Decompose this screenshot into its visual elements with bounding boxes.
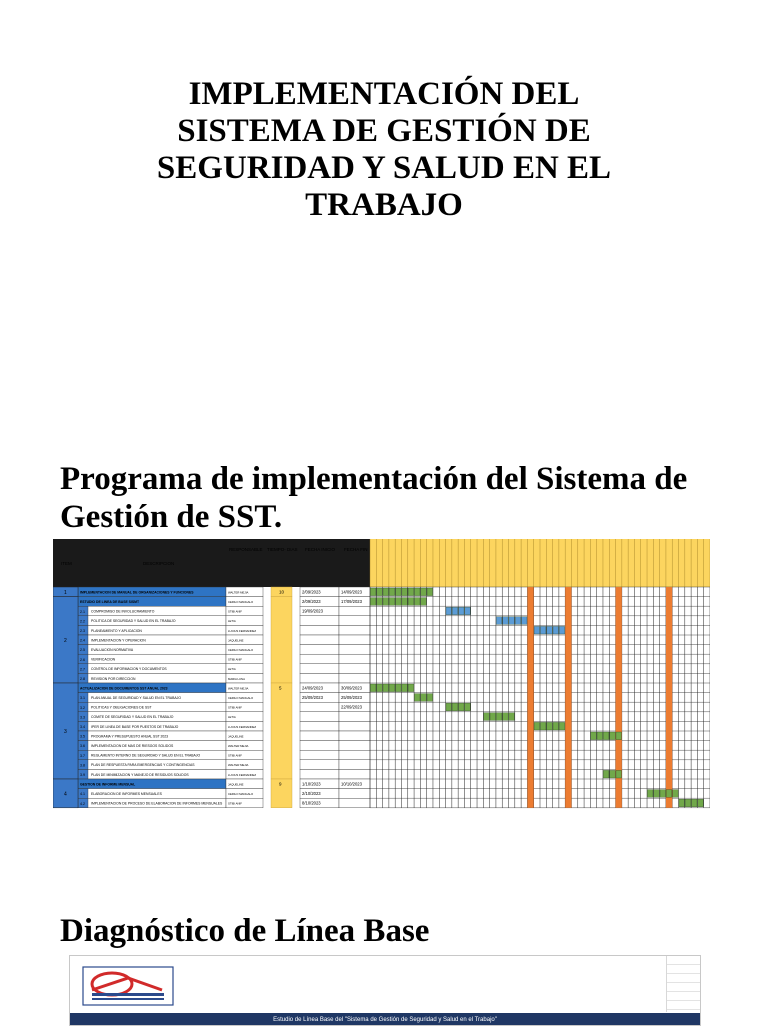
row-responsable: LUCIUS FERNANDEZ — [228, 628, 257, 633]
row-inicio-cell — [300, 635, 339, 645]
row-description: PLANEAMIENTO Y APLICACION — [91, 628, 142, 633]
row-fecha-fin: 30/09/2023 — [341, 685, 362, 691]
gantt-bar-cell — [534, 722, 539, 730]
header-tiempo: TIEMPO- DIAS — [267, 547, 298, 552]
row-responsable: CERILO MANGALO — [228, 792, 254, 796]
row-fecha-inicio: 19/09/2023 — [302, 608, 323, 614]
row-responsable: CERILO MANGALO — [228, 648, 254, 652]
gantt-bar-cell — [603, 770, 608, 778]
gantt-bar-cell — [540, 626, 545, 634]
row-fin-cell — [339, 654, 370, 664]
gantt-bar-cell — [616, 770, 621, 778]
row-inicio-cell — [300, 654, 339, 664]
gantt-bar-cell — [427, 588, 432, 596]
row-fin-cell — [339, 741, 370, 751]
gantt-bar-cell — [383, 588, 388, 596]
gantt-bar-cell — [559, 722, 564, 730]
row-subitem-label: 4.2 — [80, 801, 85, 806]
row-subitem-label: 3.5 — [80, 734, 85, 739]
row-description: PROGRAMA Y PRESUPUESTO ANUAL SST 2023 — [91, 734, 169, 739]
row-description: IMPLEMENTACION DE MAS DE RIESGOS SOLIDOS — [91, 744, 174, 748]
gantt-bar-cell — [553, 626, 558, 634]
row-description: CONTROL DE INFORMACION Y DOCUMENTOS — [91, 667, 167, 672]
header-responsable: RESPONSABLE — [229, 547, 263, 552]
row-subitem-label: 3.4 — [80, 725, 85, 729]
header-fecha-inicio: FECHA INICIO — [305, 547, 336, 552]
row-subitem-label: 3.7 — [80, 753, 85, 758]
gantt-bar-cell — [610, 770, 615, 778]
row-inicio-cell — [300, 731, 339, 741]
row-fin-cell — [339, 673, 370, 683]
row-description: POLITICA DE SEGURIDAD Y SALUD EN EL TRABAJO — [91, 619, 176, 624]
row-description: EVALUACION NORMATIVA — [91, 648, 134, 652]
row-responsable: JAQUELINE — [228, 638, 244, 643]
gantt-bar-cell — [547, 626, 552, 634]
row-fecha-inicio: 2/09/2023 — [302, 599, 321, 604]
gantt-bar-cell — [389, 598, 394, 606]
gantt-bar-cell — [452, 607, 457, 615]
row-responsable: CERILO MANGALO — [228, 696, 254, 700]
row-inicio-cell — [300, 721, 339, 731]
gantt-bar-cell — [421, 598, 426, 606]
row-fin-cell — [339, 760, 370, 770]
gantt-bar-cell — [383, 598, 388, 606]
row-fin-cell — [339, 645, 370, 655]
gantt-bar-cell — [396, 598, 401, 606]
gantt-bar-cell — [446, 703, 451, 711]
row-subitem-label: 2.8 — [80, 677, 85, 681]
row-subitem-label: 4.1 — [80, 792, 85, 797]
company-logo — [82, 966, 174, 1006]
row-description: IMPLEMENTACION Y OPERACION — [91, 638, 146, 643]
row-subitem-label: 2.6 — [80, 657, 85, 662]
row-fecha-inicio: 2/09/2023 — [302, 589, 321, 595]
row-responsable: WALTER MEJIA — [228, 763, 249, 768]
gantt-chart-image — [53, 539, 710, 813]
gantt-bar-cell — [692, 799, 697, 807]
row-description: COMPROMISO DE INVOLUCRAMIENTO — [91, 609, 155, 614]
gantt-bar-cell — [685, 799, 690, 807]
row-tiempo: 9 — [279, 781, 282, 787]
tiempo-block — [271, 597, 292, 683]
gantt-bar-cell — [414, 694, 419, 702]
gantt-bar-cell — [496, 713, 501, 721]
linea-base-document-image — [69, 955, 701, 1026]
row-tiempo: 10 — [279, 589, 285, 595]
gantt-bar-cell — [465, 607, 470, 615]
row-responsable: JAQUELINE — [228, 782, 244, 787]
gantt-bar-cell — [660, 790, 665, 798]
gantt-bar-cell — [515, 617, 520, 625]
gantt-bar-cell — [396, 588, 401, 596]
row-responsable: JAQUELINE — [228, 734, 244, 739]
row-fecha-inicio: 1/10/2023 — [302, 781, 321, 787]
row-responsable: WALTER MEJIA — [228, 590, 249, 595]
row-inicio-cell — [300, 750, 339, 760]
gantt-bar-cell — [647, 790, 652, 798]
gantt-bar-cell — [408, 684, 413, 692]
row-fecha-fin: 25/09/2023 — [341, 695, 362, 700]
item-group-label: 3 — [64, 729, 67, 735]
row-fin-cell — [339, 721, 370, 731]
gantt-bar-cell — [389, 588, 394, 596]
gantt-bar-cell — [370, 684, 375, 692]
item-group-label: 4 — [64, 791, 67, 798]
row-subitem-label: 2.1 — [80, 609, 85, 614]
row-fin-cell — [339, 750, 370, 760]
gantt-bar-cell — [591, 732, 596, 740]
header-descripcion: DESCRIPCION — [143, 561, 175, 566]
row-fecha-fin: 22/09/2023 — [341, 704, 362, 710]
row-description: POLITICAS Y OBLIGACIONES DE SST — [91, 705, 152, 710]
gantt-bar-cell — [509, 713, 514, 721]
header-item: ITEM — [61, 561, 72, 566]
gantt-bar-cell — [679, 799, 684, 807]
row-inicio-cell — [300, 625, 339, 635]
row-subitem-label: 2.2 — [80, 619, 85, 624]
row-description: PLAN DE RESPUESTA PARA EMERGENCIAS Y CONTINGENCIAS — [91, 763, 195, 768]
row-description: IPER DE LINEA DE BASE POR PUESTOS DE TRABAJO — [91, 724, 179, 729]
gantt-bar-cell — [383, 684, 388, 692]
gantt-bar-cell — [452, 703, 457, 711]
gantt-bar-cell — [698, 799, 703, 807]
row-subitem-label: 3.8 — [80, 763, 85, 768]
gantt-bar-cell — [484, 713, 489, 721]
gantt-bar-cell — [414, 588, 419, 596]
gantt-bar-cell — [534, 626, 539, 634]
row-fin-cell — [339, 606, 370, 616]
timeline-week-separator — [565, 587, 571, 808]
gantt-bar-cell — [421, 588, 426, 596]
row-inicio-cell — [300, 673, 339, 683]
row-fecha-fin: 14/09/2023 — [341, 589, 362, 595]
row-responsable: STIBI ANIF — [228, 801, 242, 806]
gantt-bar-cell — [503, 713, 508, 721]
gantt-bar-cell — [540, 722, 545, 730]
row-fin-cell — [339, 664, 370, 674]
timeline-week-separator — [666, 587, 672, 808]
gantt-bar-cell — [522, 617, 527, 625]
row-description: PLAN ANUAL DE SEGURIDAD Y SALUD EN EL TRABAJO — [91, 696, 182, 700]
row-inicio-cell — [300, 741, 339, 751]
row-description: PLAN DE MINIMIZACION Y MANEJO DE RESIDUOS SOLIDOS — [91, 772, 189, 777]
gantt-bar-cell — [377, 588, 382, 596]
sheet-gridlines — [666, 956, 701, 1012]
row-subitem-label: 3.9 — [80, 773, 85, 777]
row-fin-cell — [339, 616, 370, 626]
row-responsable: WALTER MEJIA — [228, 686, 249, 691]
row-description: IMPLEMENTACION DE PROCESO DE ELABORACION DE INFORMES MENSUALES — [91, 801, 223, 806]
row-description: ELABORACION DE INFORMES MENSUALES — [91, 792, 162, 796]
row-inicio-cell — [300, 702, 339, 712]
gantt-bar-cell — [666, 790, 671, 798]
row-description: COMITE DE SEGURIDAD Y SALUD EN EL TRABAJO — [91, 715, 174, 720]
row-responsable: WALTER MEJIA — [228, 744, 249, 748]
section-title-linea-base: Diagnóstico de Línea Base — [60, 913, 430, 949]
main-title-line: SEGURIDAD Y SALUD EN EL — [156, 150, 612, 186]
row-description: ACTUALIZACION DE DOCUMENTOS SST ANUAL 2023 — [80, 686, 168, 691]
gantt-bar-cell — [408, 588, 413, 596]
item-group-label: 1 — [64, 589, 67, 596]
row-responsable: LETIA — [228, 667, 236, 672]
row-responsable: STIBI ANIF — [228, 753, 242, 758]
row-fin-cell — [339, 769, 370, 779]
gantt-bar-cell — [496, 617, 501, 625]
row-subitem-label: 3.1 — [80, 696, 85, 701]
gantt-bar-cell — [389, 684, 394, 692]
gantt-bar-cell — [402, 598, 407, 606]
row-responsable: LETIA — [228, 619, 236, 624]
row-responsable: LUCIUS FERNANDEZ — [228, 724, 257, 729]
header-fecha-fin: FECHA FIN — [344, 547, 368, 552]
row-fin-cell — [339, 731, 370, 741]
main-title-line: IMPLEMENTACIÓN DEL — [188, 76, 580, 112]
gantt-bar-cell — [408, 598, 413, 606]
gantt-bar-cell — [503, 617, 508, 625]
gantt-svg — [53, 539, 710, 813]
row-fin-cell — [339, 635, 370, 645]
gantt-bar-cell — [559, 626, 564, 634]
row-inicio-cell — [300, 712, 339, 722]
row-subitem-label: 2.3 — [80, 629, 85, 633]
row-description: IMPLEMENTACION DE MANUAL DE ORGANIZACIONES Y FUNCIONES — [80, 590, 194, 595]
row-subitem-label: 3.3 — [80, 715, 85, 720]
timeline-week-separator — [527, 587, 533, 808]
gantt-bar-cell — [654, 790, 659, 798]
row-inicio-cell — [300, 769, 339, 779]
gantt-bar-cell — [421, 694, 426, 702]
row-description: GESTION DE INFORME MENSUAL — [80, 782, 136, 787]
gantt-bar-cell — [459, 607, 464, 615]
row-inicio-cell — [300, 760, 339, 770]
gantt-bar-cell — [370, 598, 375, 606]
row-fin-cell — [339, 712, 370, 722]
row-fin-cell — [339, 789, 370, 799]
gantt-bar-cell — [597, 732, 602, 740]
row-responsable: STIBI ANIF — [228, 657, 242, 662]
main-title-line: TRABAJO — [305, 187, 463, 223]
gantt-bar-cell — [377, 598, 382, 606]
row-fin-cell — [339, 798, 370, 808]
row-subitem-label: 3.2 — [80, 705, 85, 710]
row-responsable: STIBI ANIF — [228, 705, 242, 710]
section-title-programa: Programa de implementación del Sistema de Gestión de SST. — [60, 461, 688, 535]
row-fecha-inicio: 8/10/2023 — [302, 800, 321, 806]
row-inicio-cell — [300, 645, 339, 655]
row-subitem-label: 2.7 — [80, 667, 85, 672]
row-fecha-inicio: 2/10/2023 — [302, 791, 321, 796]
row-subitem-label: 3.6 — [80, 744, 85, 749]
gantt-bar-cell — [465, 703, 470, 711]
row-responsable: CERILO MANGALO — [228, 600, 254, 604]
gantt-bar-cell — [377, 684, 382, 692]
row-description: ESTUDIO DE LINEA DE BASE SISMT — [80, 600, 140, 604]
main-title-line: SISTEMA DE GESTIÓN DE — [177, 113, 591, 149]
row-fecha-fin: 17/09/2023 — [341, 599, 362, 604]
row-subitem-label: 2.5 — [80, 648, 85, 653]
gantt-bar-cell — [414, 598, 419, 606]
gantt-bar-cell — [396, 684, 401, 692]
gantt-bar-cell — [547, 722, 552, 730]
gantt-bar-cell — [509, 617, 514, 625]
gantt-bar-cell — [490, 713, 495, 721]
row-responsable: LETIA — [228, 715, 236, 720]
row-fecha-inicio: 24/09/2023 — [302, 685, 323, 691]
main-title — [84, 76, 684, 224]
gantt-bar-cell — [459, 703, 464, 711]
gantt-bar-cell — [427, 694, 432, 702]
gantt-bar-cell — [553, 722, 558, 730]
row-responsable: STIBI ANIF — [228, 609, 242, 614]
gantt-bar-cell — [370, 588, 375, 596]
gantt-bar-cell — [610, 732, 615, 740]
tiempo-block — [271, 683, 292, 779]
linea-base-banner: Estudio de Línea Base del "Sistema de Gestión de Seguridad y Salud en el Trabajo" — [70, 1013, 700, 1026]
row-fin-cell — [339, 625, 370, 635]
row-responsable: LUCIUS FERNANDEZ — [228, 772, 257, 777]
row-inicio-cell — [300, 664, 339, 674]
item-group-label: 2 — [64, 637, 67, 644]
gantt-bar-cell — [446, 607, 451, 615]
row-fecha-fin: 10/10/2023 — [341, 781, 362, 787]
row-fecha-inicio: 25/09/2023 — [302, 695, 323, 700]
row-tiempo: 5 — [279, 685, 282, 691]
row-subitem-label: 2.4 — [80, 638, 85, 643]
gantt-bar-cell — [402, 588, 407, 596]
gantt-bar-cell — [402, 684, 407, 692]
row-description: VERIFICACION — [91, 657, 116, 662]
gantt-bar-cell — [603, 732, 608, 740]
row-description: REVISION POR DIRECCION — [91, 676, 136, 681]
gantt-bar-cell — [616, 732, 621, 740]
row-inicio-cell — [300, 616, 339, 626]
row-responsable: MARIA LUNA — [228, 676, 245, 681]
gantt-bar-cell — [673, 790, 678, 798]
row-description: REGLAMENTO INTERNO DE SEGURIDAD Y SALUD EN EL TRABAJO — [91, 753, 201, 758]
